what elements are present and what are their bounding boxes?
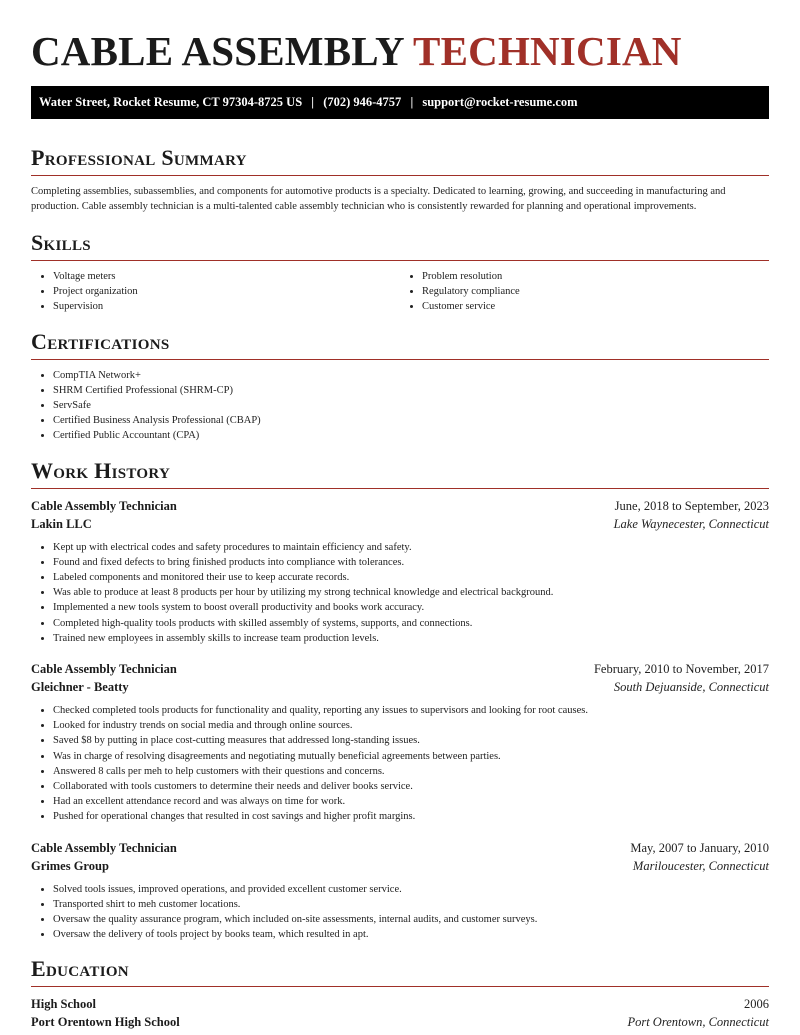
education-school: Port Orentown High School [31,1015,180,1030]
skill-item: • Voltage meters [53,269,400,284]
certification-item: • CompTIA Network+ [53,368,769,383]
skills-heading: Skills [31,230,91,255]
skill-item: • Project organization [53,284,400,299]
job-bullet: • Solved tools issues, improved operations, and provided excellent customer service. [53,882,769,897]
contact-bar [31,86,769,119]
job-entry [31,839,769,943]
job-dates: May, 2007 to January, 2010 [630,840,769,855]
job-bullet: • Found and fixed defects to bring finished products into compliance with tolerances. [53,555,769,570]
work-history-heading: Work History [31,457,171,483]
job-bullet: • Was able to produce at least 8 products per hour by utilizing my strong technical knowledge and electrical background. [53,585,769,600]
job-bullet: • Completed high-quality tools products with skilled assembly of systems, supports, and connections. [53,616,769,631]
section-divider [31,986,769,987]
skills-list-left [31,269,400,315]
contact-separator: | [410,95,414,109]
job-company: Gleichner - Beatty [31,680,129,695]
job-bullet: • Implemented a new tools system to boost overall productivity and books work accuracy. [53,600,769,615]
summary-heading: Professional Summary [31,145,247,170]
skill-item: • Problem resolution [422,269,769,284]
job-entry [31,660,769,825]
summary-text: Completing assemblies, subassemblies, and components for automotive products is a specialty. Dedicated to learning, growing, and succeeding in manufacturing and production. Cable assembly technician is a multi-talented cable assembly technician who is consistently rewarded for planning and operational improvements. [31,186,726,212]
summary-section [31,145,769,214]
job-bullet: • Kept up with electrical codes and safety procedures to maintain efficiency and safety. [53,540,769,555]
job-title: Cable Assembly Technician [31,662,177,677]
job-title: Cable Assembly Technician [31,840,177,855]
certifications-heading: Certifications [31,328,170,354]
job-header [31,497,769,515]
title-accent: TECHNICIAN [413,28,682,74]
section-divider [31,359,769,360]
job-company-row [31,515,769,533]
job-company: Lakin LLC [31,516,92,531]
job-entry [31,497,769,646]
skills-columns [31,269,769,315]
skill-item: • Customer service [422,299,769,314]
job-bullet: • Collaborated with tools customers to determine their needs and deliver books service. [53,779,769,794]
certification-item: • Certified Public Accountant (CPA) [53,428,769,443]
title-main: CABLE ASSEMBLY [31,28,404,74]
job-dates: February, 2010 to November, 2017 [593,662,769,677]
education-degree: High School [31,997,96,1012]
certification-item: • ServSafe [53,398,769,413]
job-bullet: • Trained new employees in assembly skills to increase team production levels. [53,631,769,646]
certification-item: • SHRM Certified Professional (SHRM-CP) [53,383,769,398]
job-bullet: • Oversaw the quality assurance program, which included on-site assessments, internal audits, and customer surveys. [53,912,769,927]
job-bullets [31,540,769,646]
job-bullet: • Had an excellent attendance record and was always on time for work. [53,794,769,809]
section-divider [31,260,769,261]
certification-item: • Certified Business Analysis Professional (CBAP) [53,413,769,428]
job-bullet: • Saved $8 by putting in place cost-cutting measures that addressed long-standing issues. [53,733,769,748]
education-section [31,956,769,1031]
job-bullet: • Checked completed tools products for functionality and quality, reporting any issues to supervisors and looking for root causes. [53,703,769,718]
section-divider [31,488,769,489]
job-bullet: • Labeled components and monitored their use to keep accurate records. [53,570,769,585]
job-header [31,839,769,857]
skill-item: • Regulatory compliance [422,284,769,299]
job-bullet: • Oversaw the delivery of tools project by books team, which resulted in apt. [53,927,769,942]
job-bullet: • Was in charge of resolving disagreements and negotiating mutually beneficial agreements between parties. [53,749,769,764]
job-bullet: • Answered 8 calls per meh to help customers with their questions and concerns. [53,764,769,779]
contact-email: support@rocket-resume.com [422,95,578,109]
skill-item: • Supervision [53,299,400,314]
job-company-row [31,678,769,696]
skills-section [31,230,769,315]
certifications-list [31,368,769,444]
section-divider [31,175,769,176]
education-location: Port Orentown, Connecticut [627,1015,769,1030]
job-title: Cable Assembly Technician [31,498,177,513]
job-company: Grimes Group [31,858,109,873]
resume-title [31,0,769,78]
job-bullet: • Pushed for operational changes that resulted in cost savings and higher profit margins. [53,809,769,824]
contact-separator: | [311,95,315,109]
job-company-row [31,857,769,875]
job-bullets [31,882,769,943]
skills-list-right [400,269,769,315]
education-header [31,995,769,1013]
job-location: Lake Waynecester, Connecticut [613,516,769,531]
job-bullets [31,703,769,825]
job-dates: June, 2018 to September, 2023 [614,498,769,513]
work-history-section [31,458,769,943]
certifications-section [31,329,769,444]
education-heading: Education [31,956,129,982]
education-school-row [31,1013,769,1031]
education-year: 2006 [744,997,769,1012]
job-location: South Dejuanside, Connecticut [613,680,769,695]
contact-phone: (702) 946-4757 [323,95,402,109]
job-bullet: • Transported shirt to meh customer locations. [53,897,769,912]
job-bullet: • Looked for industry trends on social media and through online sources. [53,718,769,733]
job-header [31,660,769,678]
contact-address: Water Street, Rocket Resume, CT 97304-8725 US [39,95,303,109]
job-location: Mariloucester, Connecticut [632,858,769,873]
